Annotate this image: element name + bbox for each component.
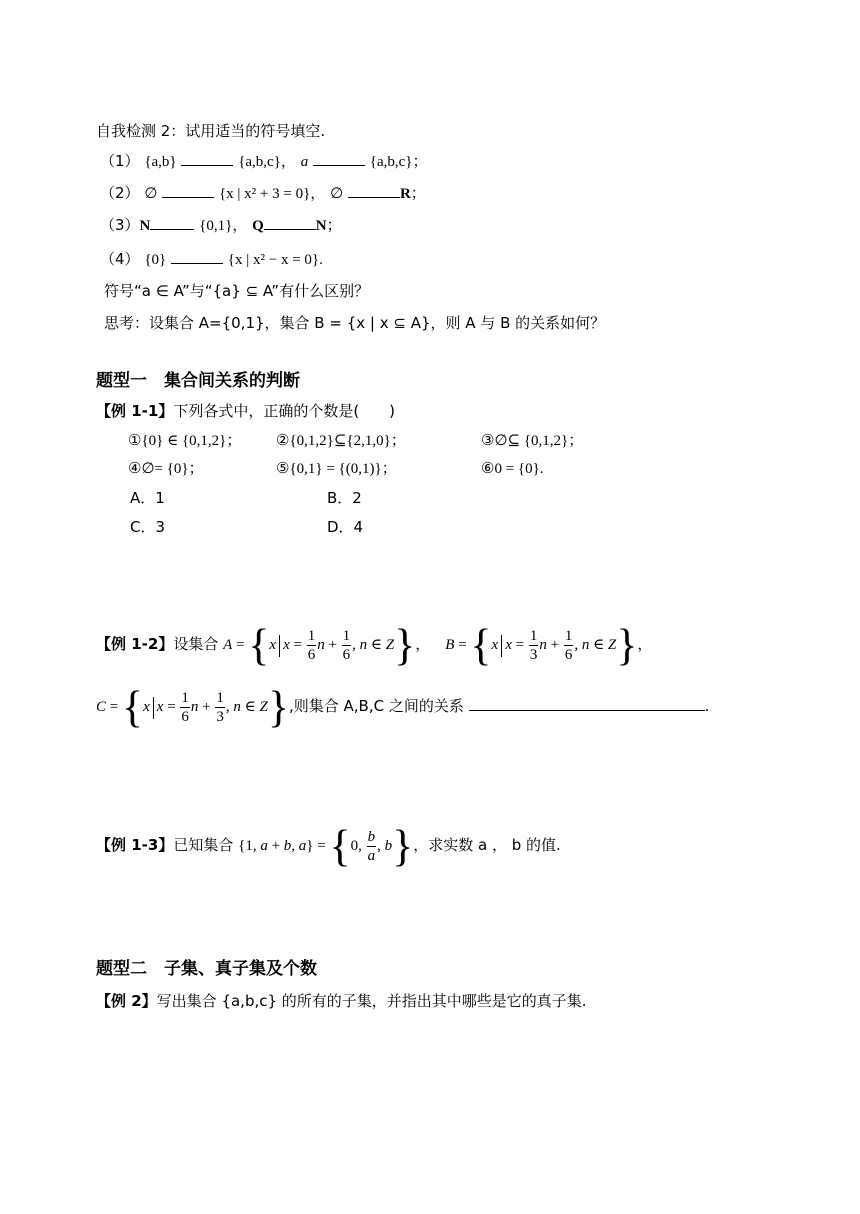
answer-blank[interactable]: [264, 215, 316, 230]
option-6: ⑥0 = {0}.: [481, 461, 544, 477]
answer-blank[interactable]: [171, 249, 223, 264]
answer-blank[interactable]: [469, 696, 705, 711]
section-1-heading: 题型一 集合间关系的判断: [96, 371, 300, 391]
example-1-2-line-2: C = {x x = $\frac{1}{6}$ n + $\frac{1}{3}$ , n ∈ Z},则集合 A,B,C 之间的关系 .: [96, 682, 710, 732]
choice-b[interactable]: B．2: [327, 489, 362, 507]
option-3: ③∅⊆ {0,1,2}；: [481, 433, 584, 449]
self-check-item-4: （4） {0} {x | x² − x = 0}.: [100, 250, 323, 268]
option-2: ②{0,1,2}⊆{2,1,0}；: [276, 433, 406, 449]
self-check-item-2: （2） ∅ {x | x² + 3 = 0}， ∅ R；: [100, 184, 426, 202]
choice-a[interactable]: A．1: [130, 489, 165, 507]
self-check-title: 自我检测 2：试用适当的符号填空.: [96, 122, 326, 140]
option-5: ⑤{0,1} = {(0,1)}；: [276, 461, 397, 477]
self-check-item-1: （1） {a,b} {a,b,c}， a {a,b,c}；: [100, 152, 428, 170]
example-1-3: 【例 1-3】已知集合 {1, a + b, a} = {0, $\frac{b}{a}$ , b}，求实数 a ， b 的值.: [96, 821, 561, 871]
choice-c[interactable]: C．3: [130, 518, 166, 536]
choice-d[interactable]: D．4: [327, 518, 364, 536]
answer-blank[interactable]: [150, 215, 194, 230]
self-check-item-3: （3）N {0,1}， Q N；: [100, 216, 342, 234]
answer-blank[interactable]: [181, 151, 233, 166]
option-4: ④∅= {0}；: [128, 461, 204, 477]
answer-blank[interactable]: [162, 183, 214, 198]
example-1-1: 【例 1-1】下列各式中，正确的个数是( ): [96, 402, 396, 420]
example-1-2-line-1: 【例 1-2】设集合 A = {x x = $\frac{1}{6}$ n + $\frac{1}{6}$ , n ∈ Z}， B = {x x = $\frac{1}{3}$ n + $\frac{1}{6}$ , n ∈ Z}，: [96, 620, 653, 670]
answer-blank[interactable]: [313, 151, 365, 166]
option-1: ①{0} ∈ {0,1,2}；: [128, 433, 242, 449]
symbol-question: 符号“a ∈ A”与“{a} ⊆ A”有什么区别？: [104, 282, 370, 300]
think-question: 思考：设集合 A={0,1}，集合 B = {x | x ⊆ A}，则 A 与 B 的关系如何？: [104, 314, 606, 332]
answer-blank[interactable]: [348, 183, 400, 198]
section-2-heading: 题型二 子集、真子集及个数: [96, 959, 317, 979]
example-2: 【例 2】写出集合 {a,b,c} 的所有的子集，并指出其中哪些是它的真子集.: [96, 992, 587, 1010]
